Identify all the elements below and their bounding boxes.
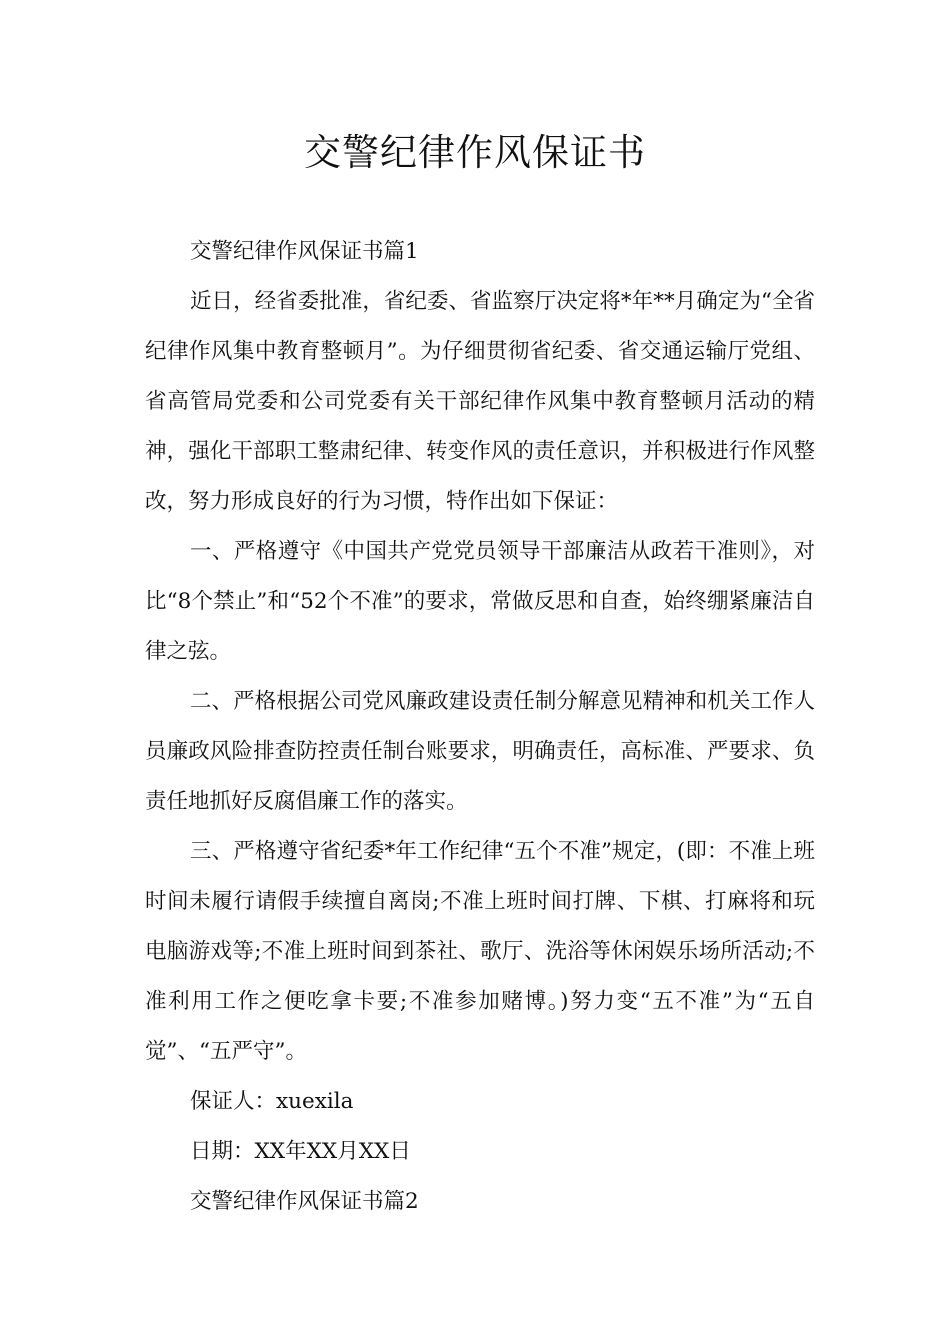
- section-heading-1: 交警纪律作风保证书篇1: [190, 239, 419, 264]
- pledge-item-3: 三、严格遵守省纪委*年工作纪律“五个不准”规定，(即：不准上班时间未履行请假手续擅自离岗;不准上班时间打牌、下棋、打麻将和玩电脑游戏等;不准上班时间到茶社、歌厅、洗浴等休闲娱乐场所活动;不准利用工作之便吃拿卡要;不准参加赌博。)努力变“五不准”为“五自觉”、“五严守”。: [145, 839, 815, 1064]
- document-title: 交警纪律作风保证书: [304, 131, 646, 174]
- date-line: 日期：XX年XX月XX日: [190, 1139, 411, 1164]
- pledge-item-1: 一、严格遵守《中国共产党党员领导干部廉洁从政若干准则》，对比“8个禁止”和“52个不准”的要求，常做反思和自查，始终绷紧廉洁自律之弦。: [145, 539, 815, 664]
- section-heading-2: 交警纪律作风保证书篇2: [190, 1189, 419, 1214]
- pledge-item-2: 二、严格根据公司党风廉政建设责任制分解意见精神和机关工作人员廉政风险排查防控责任制台账要求，明确责任，高标准、严要求、负责任地抓好反腐倡廉工作的落实。: [145, 689, 815, 814]
- intro-paragraph: 近日，经省委批准，省纪委、省监察厅决定将*年**月确定为“全省纪律作风集中教育整顿月”。为仔细贯彻省纪委、省交通运输厅党组、省高管局党委和公司党委有关干部纪律作风集中教育整顿月活动的精神，强化干部职工整肃纪律、转变作风的责任意识，并积极进行作风整改，努力形成良好的行为习惯，特作出如下保证：: [145, 289, 815, 514]
- guarantor-line: 保证人：xuexila: [190, 1089, 354, 1114]
- document-body: [145, 227, 815, 1227]
